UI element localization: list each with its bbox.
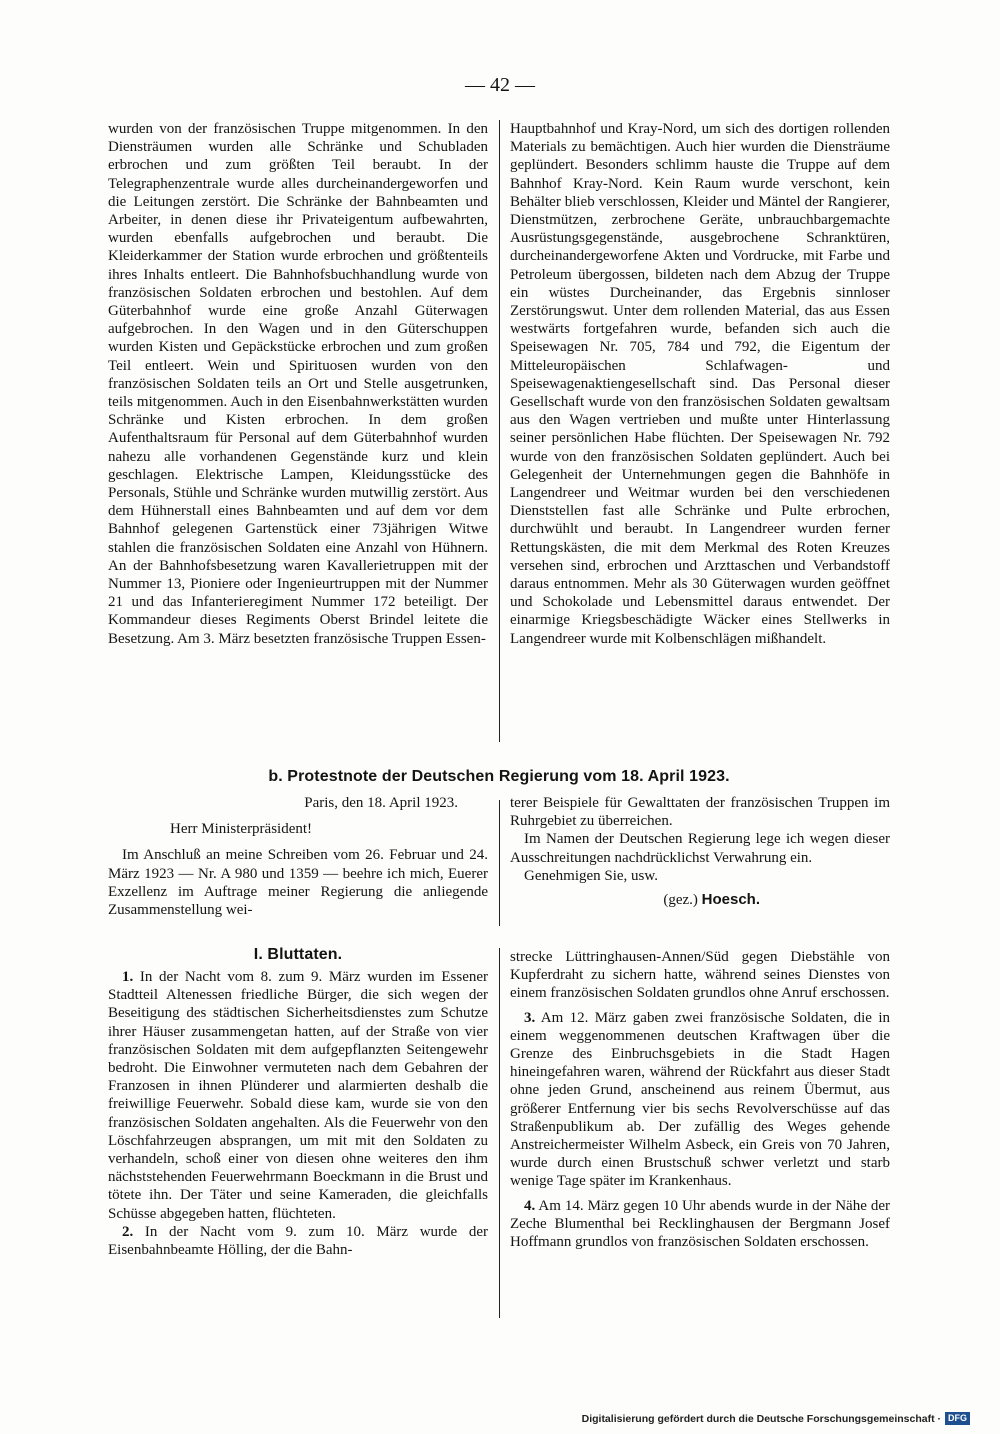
list-item (108, 968, 488, 1223)
letter-body-right-1: terer Beispiele für Gewalttaten der französischen Truppen im Ruhrgebiet zu überreichen. (510, 795, 890, 830)
letter-left (108, 794, 488, 919)
signature-name: Hoesch. (701, 891, 760, 909)
list-item (510, 1009, 890, 1191)
signature-prefix: (gez.) (663, 892, 698, 909)
page-number: — 42 — (465, 74, 535, 96)
letter-body-right-2: Im Namen der Deutschen Regierung lege ich wegen dieser Ausschreitungen nachdrücklichst Verwahrung ein. (510, 831, 890, 866)
right-column-bottom (510, 948, 890, 1251)
place-date: Paris, den 18. April 1923. (304, 795, 458, 811)
item-number: 1. (122, 969, 134, 985)
column-rule (499, 948, 500, 1318)
column-rule (499, 800, 500, 926)
column-rule (499, 120, 500, 742)
item-number: 2. (122, 1223, 134, 1240)
closing: Genehmigen Sie, usw. (524, 867, 659, 884)
item-number: 4. (524, 1197, 536, 1214)
signature (510, 891, 890, 909)
item-text: In der Nacht vom 8. zum 9. März wurden im Essener Stadtteil Altenessen friedliche Bürger, die sich wegen der Beseitigung des städtischen Sicherheitsdienstes zum Schutze ihrer Häuser zusammengetan hatten, auf der Straße von vier französischen Soldaten mit dem aufgepflanzten Seitengewehr bedroht. Die Einwohner vermuteten nach dem Gebahren der Franzosen in ihnen Plünderer und alarmierten deshalb die freiwillige Feuerwehr. Sobald diese kam, wurde sie von den französischen Soldaten angehalten. Als die Feuerwehr von den Löschfahrzeugen absprangen, um mit mit den Soldaten zu verhandeln, schoß einer von diesen ohne weiteres den ihm nächststehenden Feuerwehrmann Boeckmann in die Brust und tötete ihn. Der Täter und seine Kameraden, die gleichfalls Schüsse abgegeben hatten, flüchteten. (108, 969, 488, 1222)
paragraph: Hauptbahnhof und Kray-Nord, um sich des dortigen rollenden Materials zu bemächtigen. Auch hier wurden die Diensträume geplündert. Besonders schlimm hauste die Truppe auf dem Bahnhof Kray-Nord. Kein Raum wurde verschont, kein Behälter blieb verschlossen, Kleider und Mäntel der Rangierer, Dienstmützen, zerbrochene Geräte, unbrauchbargemachte Ausrüstungsgegenstände, ausgebrochene Schranktüren, durcheinandergeworfene Akten und Vordrucke, mit Farbe und Petroleum übergossen, bildeten nach dem Abzug der Truppe ein wüstes Durcheinander, das Ergebnis sinnloser Zerstörungswut. Unter dem rollenden Material, das aus Essen westwärts fortgefahren wurde, befanden sich auch die Speisewagen Nr. 705, 784 und 792, die Eigentum der Mitteleuropäischen Schlafwagen- und Speisewagenaktiengesellschaft sind. Das Personal dieser Gesellschaft wurde von den französischen Soldaten gewaltsam aus den Wagen vertrieben und mußte unter Hinterlassung seiner persönlichen Habe flüchten. Der Speisewagen Nr. 792 wurde von den französischen Soldaten geplündert. Auch bei Gelegenheit der Unternehmungen gegen die Bahnhöfe in Langendreer und Weitmar wurden bei den verschiedenen Dienststellen fast alle Schränke und Pulte erbrochen, durchwühlt und beraubt. In Langendreer wurden ferner Rettungskästen, die mit dem Merkmal des Roten Kreuzes versehen sind, erbrochen und Arzttaschen und Verbandstoff daraus entnommen. Mehr als 30 Güterwagen wurden geöffnet und Schokolade und Lebensmittel daraus entwendet. Der einarmige Kriegsbeschädigte Wäcker eines Stellwerks in Langendreer wurde mit Kolbenschlägen mißhandelt. (510, 121, 890, 647)
section-b-heading: b. Protestnote der Deutschen Regierung vom 18. April 1923. (268, 768, 730, 785)
digitization-footer (582, 1412, 970, 1425)
item-text: In der Nacht vom 9. zum 10. März wurde der Eisenbahnbeamte Hölling, der die Bahn- (108, 1223, 488, 1259)
left-column-top (108, 120, 488, 648)
item-text: Am 12. März gaben zwei französische Soldaten, die in einem weggenommenen deutschen Kraftwagen über die Grenze des Einbruchsgebiets in die Stadt Hagen hineingefahren waren, während der Rückfahrt aus dieser Stadt ohne jeden Grund, anscheinend aus reinem Übermut, aus größerer Entfernung vier bis sechs Revolverschüsse auf das Straßenpublikum ab. Der zufällig des Weges gehende Anstreichermeister Wilhelm Asbeck, ein Greis von 70 Jahren, wurde durch einen Brustschuß schwer verletzt und starb wenige Tage später im Krankenhaus. (510, 1009, 890, 1190)
salutation: Herr Ministerpräsident! (170, 821, 313, 838)
right-column-top (510, 120, 890, 648)
list-item (108, 1223, 488, 1259)
section-i-heading: I. Bluttaten. (253, 946, 343, 963)
letter-body-left: Im Anschluß an meine Schreiben vom 26. Februar und 24. März 1923 — Nr. A 980 und 1359 — beehre ich mich, Euerer Exzellenz im Auftrage meiner Regierung die anliegende Zusammenstellung wei- (108, 847, 488, 919)
paragraph: wurden von der französischen Truppe mitgenommen. In den Diensträumen wurden alle Schränke und Schubladen erbrochen und zum größten Teil beraubt. In der Telegraphenzentrale wurde alles durcheinandergeworfen und die Leitungen zerstört. Die Schränke der Bahnbeamten und Arbeiter, in denen diese ihr Privateigentum aufbewahrten, wurden ebenfalls aufgebrochen und beraubt. Die Kleiderkammer der Station wurde erbrochen und größtenteils ihres Inhalts entleert. Die Bahnhofsbuchhandlung wurde von französischen Soldaten erbrochen und bestohlen. Auf dem Güterbahnhof wurde eine große Anzahl Güterwagen aufgebrochen. In den Wagen und in den Güterschuppen wurden Kisten und Gepäckstücke erbrochen und zum großen Teil entleert. Wein und Spirituosen wurden von den französischen Soldaten teils an Ort und Stelle ausgetrunken, teils mitgenommen. Auch in den Eisenbahnwerkstätten wurden Schränke und Kisten erbrochen. In dem großen Aufenthaltsraum für Personal auf dem Güterbahnhof wurden nahezu alle vorhandenen Gegenstände kurz und klein geschlagen. Elektrische Lampen, Kleidungsstücke des Personals, Stühle und Schränke wurden mutwillig zerstört. Aus dem Hühnerstall eines Bahnbeamten und auf dem vor dem Bahnhof gelegenen Gartenstück einer 73jährigen Witwe stahlen die französischen Soldaten eine Anzahl von Hühnern. An der Bahnhofsbesetzung waren Kavallerietruppen mit der Nummer 13, Pioniere oder Ingenieurtruppen mit der Nummer 21 und das Infanterieregiment Nummer 172 beteiligt. Der Kommandeur dieses Regiments Oberst Brindel leitete die Besetzung. Am 3. März besetzten französische Truppen Essen- (108, 121, 488, 647)
letter-right (510, 794, 890, 909)
list-item (510, 1197, 890, 1252)
item-number: 3. (524, 1009, 536, 1026)
item-text: Am 14. März gegen 10 Uhr abends wurde in der Nähe der Zeche Blumenthal bei Recklinghausen der Bergmann Josef Hoffmann grundlos von französischen Soldaten erschossen. (510, 1197, 890, 1251)
item-text: strecke Lüttringhausen-Annen/Süd gegen Diebstähle von Kupferdraht zu sichern hatte, während seines Dienstes von einem französischen Soldaten grundlos ohne Anruf erschossen. (510, 949, 890, 1002)
left-column-bottom (108, 968, 488, 1259)
list-item (510, 948, 890, 1003)
dfg-logo: DFG (945, 1412, 970, 1425)
footer-text: Digitalisierung gefördert durch die Deutsche Forschungsgemeinschaft · (581, 1412, 941, 1425)
